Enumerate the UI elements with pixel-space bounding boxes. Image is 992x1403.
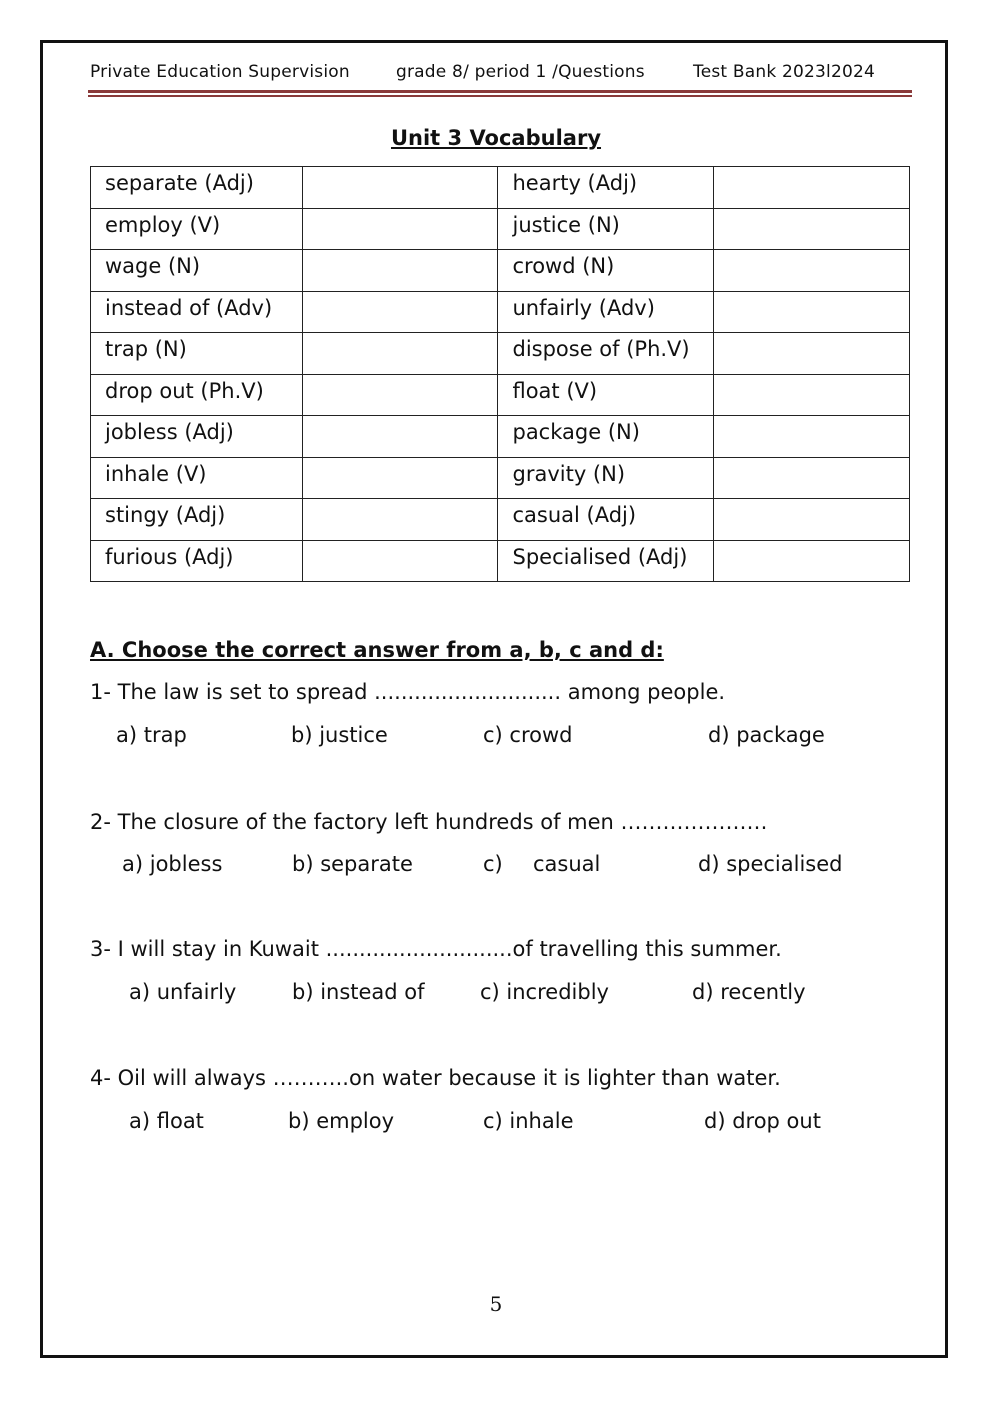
vocab-word: justice (N) [498, 208, 714, 250]
vocab-answer-blank [302, 291, 498, 333]
vocab-answer-blank [714, 208, 910, 250]
page-header [90, 62, 910, 88]
vocab-answer-blank [302, 208, 498, 250]
vocab-word: stingy (Adj) [91, 499, 303, 541]
vocab-answer-blank [302, 540, 498, 582]
vocab-row [91, 333, 910, 375]
vocab-word: furious (Adj) [91, 540, 303, 582]
question-1: 1- The law is set to spread ............................ among people. [90, 680, 726, 704]
page-title: Unit 3 Vocabulary [390, 126, 602, 150]
question-1-option-d: d) package [708, 723, 825, 747]
vocab-answer-blank [302, 499, 498, 541]
header-rule [88, 90, 912, 93]
vocab-row [91, 167, 910, 209]
question-2-option-a: a) jobless [122, 852, 223, 876]
header-rule-thin [88, 95, 912, 97]
vocab-word: casual (Adj) [498, 499, 714, 541]
vocab-word: Specialised (Adj) [498, 540, 714, 582]
vocab-answer-blank [302, 374, 498, 416]
vocabulary-table [90, 166, 910, 582]
question-4-option-a: a) float [129, 1109, 204, 1133]
header-right: Test Bank 2023l2024 [693, 62, 876, 82]
question-4: 4- Oil will always ………..on water because it is lighter than water. [90, 1066, 781, 1090]
vocab-word: employ (V) [91, 208, 303, 250]
vocab-answer-blank [302, 416, 498, 458]
vocab-answer-blank [302, 457, 498, 499]
question-2-option-d: d) specialised [698, 852, 843, 876]
vocab-answer-blank [714, 291, 910, 333]
vocab-word: crowd (N) [498, 250, 714, 292]
vocab-word: trap (N) [91, 333, 303, 375]
vocab-row [91, 291, 910, 333]
vocab-answer-blank [714, 167, 910, 209]
question-1-option-a: a) trap [116, 723, 187, 747]
question-2-option-c-letter: c) [483, 852, 503, 876]
vocab-word: dispose of (Ph.V) [498, 333, 714, 375]
vocab-word: instead of (Adv) [91, 291, 303, 333]
vocab-word: drop out (Ph.V) [91, 374, 303, 416]
question-3-option-a: a) unfairly [129, 980, 237, 1004]
question-1-option-c: c) crowd [483, 723, 573, 747]
vocab-word: separate (Adj) [91, 167, 303, 209]
vocab-answer-blank [714, 499, 910, 541]
question-3-option-d: d) recently [692, 980, 806, 1004]
vocab-answer-blank [302, 167, 498, 209]
vocab-answer-blank [714, 540, 910, 582]
vocab-answer-blank [714, 250, 910, 292]
vocab-answer-blank [714, 416, 910, 458]
vocab-word: hearty (Adj) [498, 167, 714, 209]
question-3-option-c: c) incredibly [480, 980, 609, 1004]
vocab-word: inhale (V) [91, 457, 303, 499]
vocab-row [91, 250, 910, 292]
question-4-option-b: b) employ [288, 1109, 395, 1133]
vocab-word: gravity (N) [498, 457, 714, 499]
question-4-option-d: d) drop out [704, 1109, 821, 1133]
vocab-row [91, 374, 910, 416]
vocab-answer-blank [714, 457, 910, 499]
vocab-row [91, 457, 910, 499]
section-a-title: A. Choose the correct answer from a, b, c and d: [90, 638, 664, 662]
vocab-answer-blank [302, 333, 498, 375]
header-center: grade 8/ period 1 /Questions [396, 62, 645, 82]
question-2-option-b: b) separate [292, 852, 413, 876]
question-2-option-c-text: casual [533, 852, 601, 876]
vocab-answer-blank [302, 250, 498, 292]
vocab-row [91, 499, 910, 541]
vocab-word: wage (N) [91, 250, 303, 292]
vocab-answer-blank [714, 333, 910, 375]
question-4-option-c: c) inhale [483, 1109, 574, 1133]
vocab-row [91, 540, 910, 582]
vocab-answer-blank [714, 374, 910, 416]
vocab-word: float (V) [498, 374, 714, 416]
vocab-word: jobless (Adj) [91, 416, 303, 458]
vocab-word: package (N) [498, 416, 714, 458]
page-number: 5 [489, 1292, 503, 1316]
question-2: 2- The closure of the factory left hundreds of men ………………… [90, 810, 768, 834]
question-1-option-b: b) justice [291, 723, 388, 747]
question-3-option-b: b) instead of [292, 980, 425, 1004]
vocab-row [91, 416, 910, 458]
header-left: Private Education Supervision [90, 62, 350, 82]
vocab-row [91, 208, 910, 250]
question-3: 3- I will stay in Kuwait ............................of travelling this summer. [90, 937, 782, 961]
vocab-word: unfairly (Adv) [498, 291, 714, 333]
